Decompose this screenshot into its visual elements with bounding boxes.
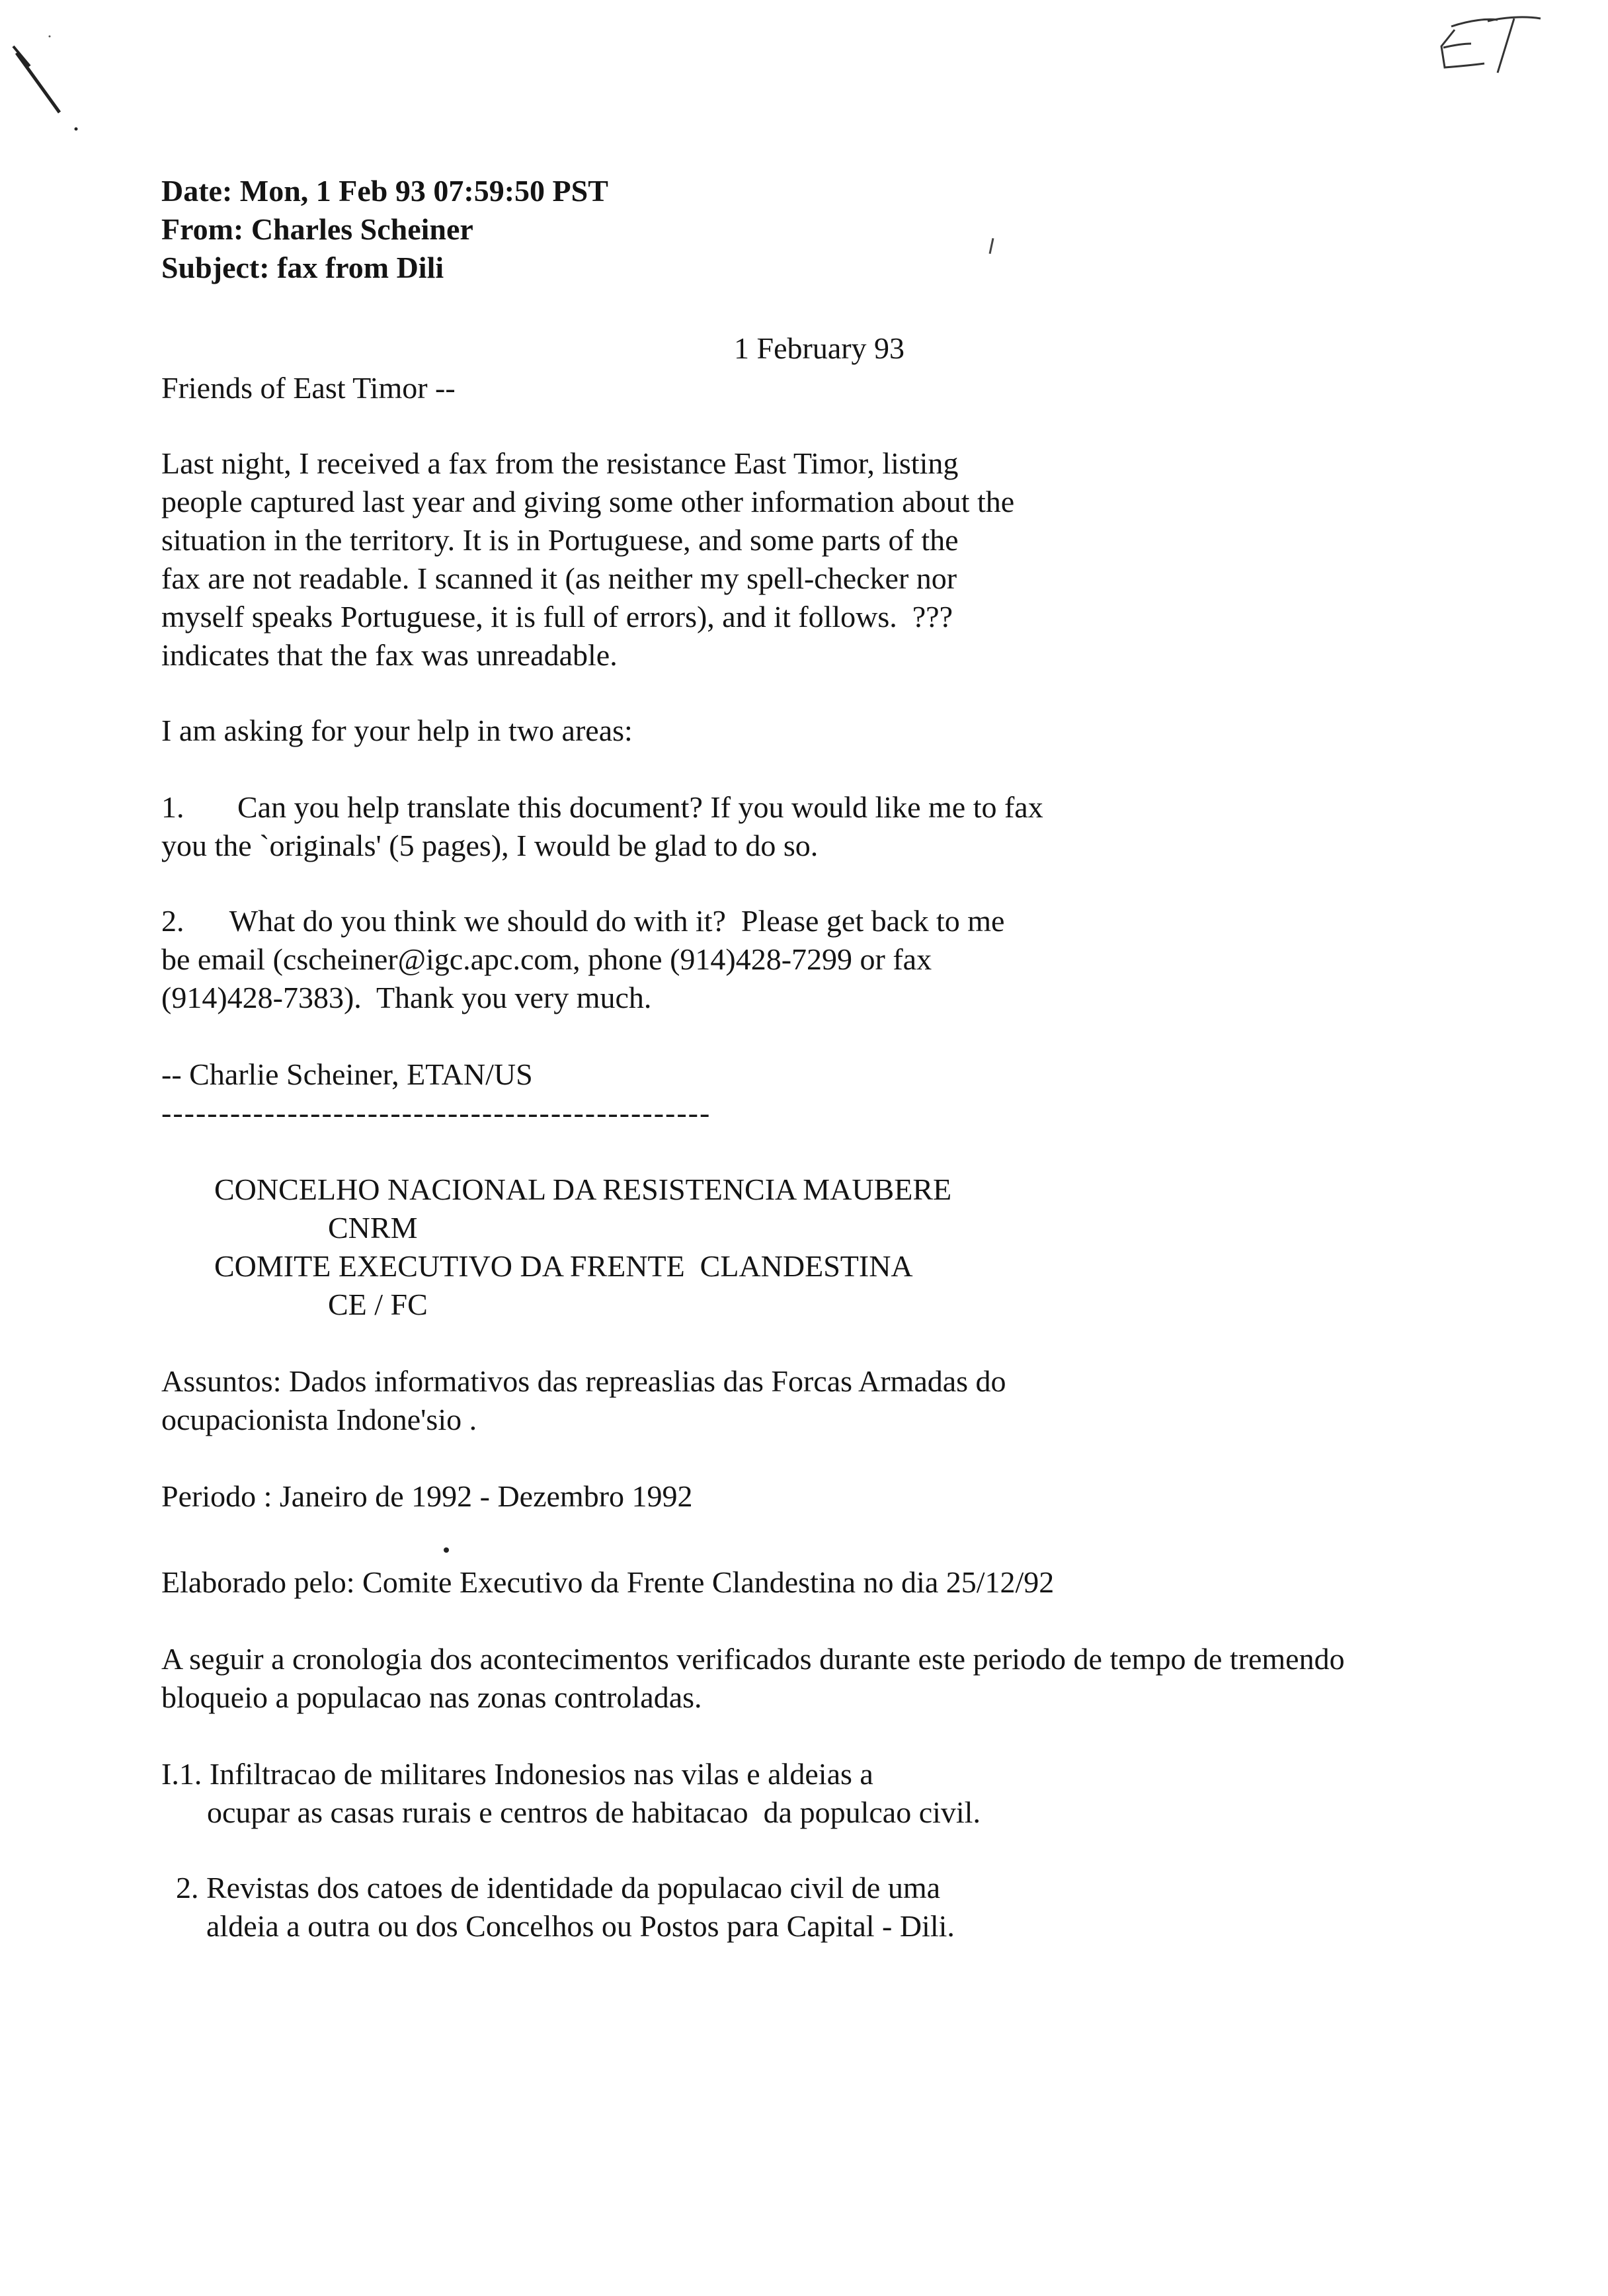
paragraph-line: situation in the territory. It is in Portuguese, and some parts of the — [161, 523, 959, 557]
fax-org-cefc-abbr: CE / FC — [328, 1288, 428, 1321]
email-from-line: From: Charles Scheiner — [161, 212, 473, 246]
fax-org-cnrm-abbr: CNRM — [328, 1211, 418, 1245]
scan-mark-stroke — [10, 26, 89, 145]
intro-line: A seguir a cronologia dos acontecimentos verificados durante este periodo de tempo de tremendo — [161, 1642, 1345, 1676]
fax-item-line: I.1. Infiltracao de militares Indonesios nas vilas e aldeias a — [161, 1757, 873, 1791]
scan-tick-mark — [989, 238, 994, 254]
salutation: Friends of East Timor -- — [161, 371, 456, 405]
handwritten-et-mark — [1425, 7, 1544, 79]
divider-line: ------------------------------------------------ — [161, 1096, 711, 1129]
assuntos-line: ocupacionista Indone'sio . — [161, 1403, 477, 1436]
email-date-line: Date: Mon, 1 Feb 93 07:59:50 PST — [161, 174, 608, 208]
item-line: be email (cscheiner@igc.apc.com, phone (914)428-7299 or fax — [161, 942, 932, 976]
paragraph-line: people captured last year and giving some other information about the — [161, 485, 1015, 518]
fax-org-cnrm: CONCELHO NACIONAL DA RESISTENCIA MAUBERE — [214, 1172, 952, 1206]
fax-periodo: Periodo : Janeiro de 1992 - Dezembro 1992 — [161, 1479, 693, 1513]
letter-paragraph-2: I am asking for your help in two areas: — [161, 714, 633, 747]
item-line: you the `originals' (5 pages), I would be glad to do so. — [161, 829, 819, 862]
paragraph-line: Last night, I received a fax from the resistance East Timor, listing — [161, 446, 959, 480]
email-subject-line: Subject: fax from Dili — [161, 251, 444, 284]
letter-date: 1 February 93 — [734, 331, 905, 365]
paragraph-line: indicates that the fax was unreadable. — [161, 638, 618, 672]
scan-dot — [444, 1547, 449, 1553]
assuntos-line: Assuntos: Dados informativos das repreaslias das Forcas Armadas do — [161, 1364, 1006, 1398]
item-line: 1. Can you help translate this document? If you would like me to fax — [161, 790, 1043, 824]
item-line: 2. What do you think we should do with it? Please get back to me — [161, 904, 1005, 938]
paragraph-line: myself speaks Portuguese, it is full of errors), and it follows. ??? — [161, 600, 953, 634]
fax-item-line: ocupar as casas rurais e centros de habitacao da populcao civil. — [161, 1795, 981, 1829]
paragraph-line: fax are not readable. I scanned it (as neither my spell-checker nor — [161, 561, 957, 595]
fax-item-line: aldeia a outra ou dos Concelhos ou Postos para Capital - Dili. — [176, 1909, 955, 1943]
fax-item-line: 2. Revistas dos catoes de identidade da populacao civil de uma — [176, 1871, 941, 1905]
item-line: (914)428-7383). Thank you very much. — [161, 981, 652, 1014]
fax-org-cefc: COMITE EXECUTIVO DA FRENTE CLANDESTINA — [214, 1249, 913, 1283]
signature: -- Charlie Scheiner, ETAN/US — [161, 1057, 533, 1091]
fax-elaborado: Elaborado pelo: Comite Executivo da Frente Clandestina no dia 25/12/92 — [161, 1565, 1055, 1599]
intro-line: bloqueio a populacao nas zonas controladas. — [161, 1680, 702, 1714]
